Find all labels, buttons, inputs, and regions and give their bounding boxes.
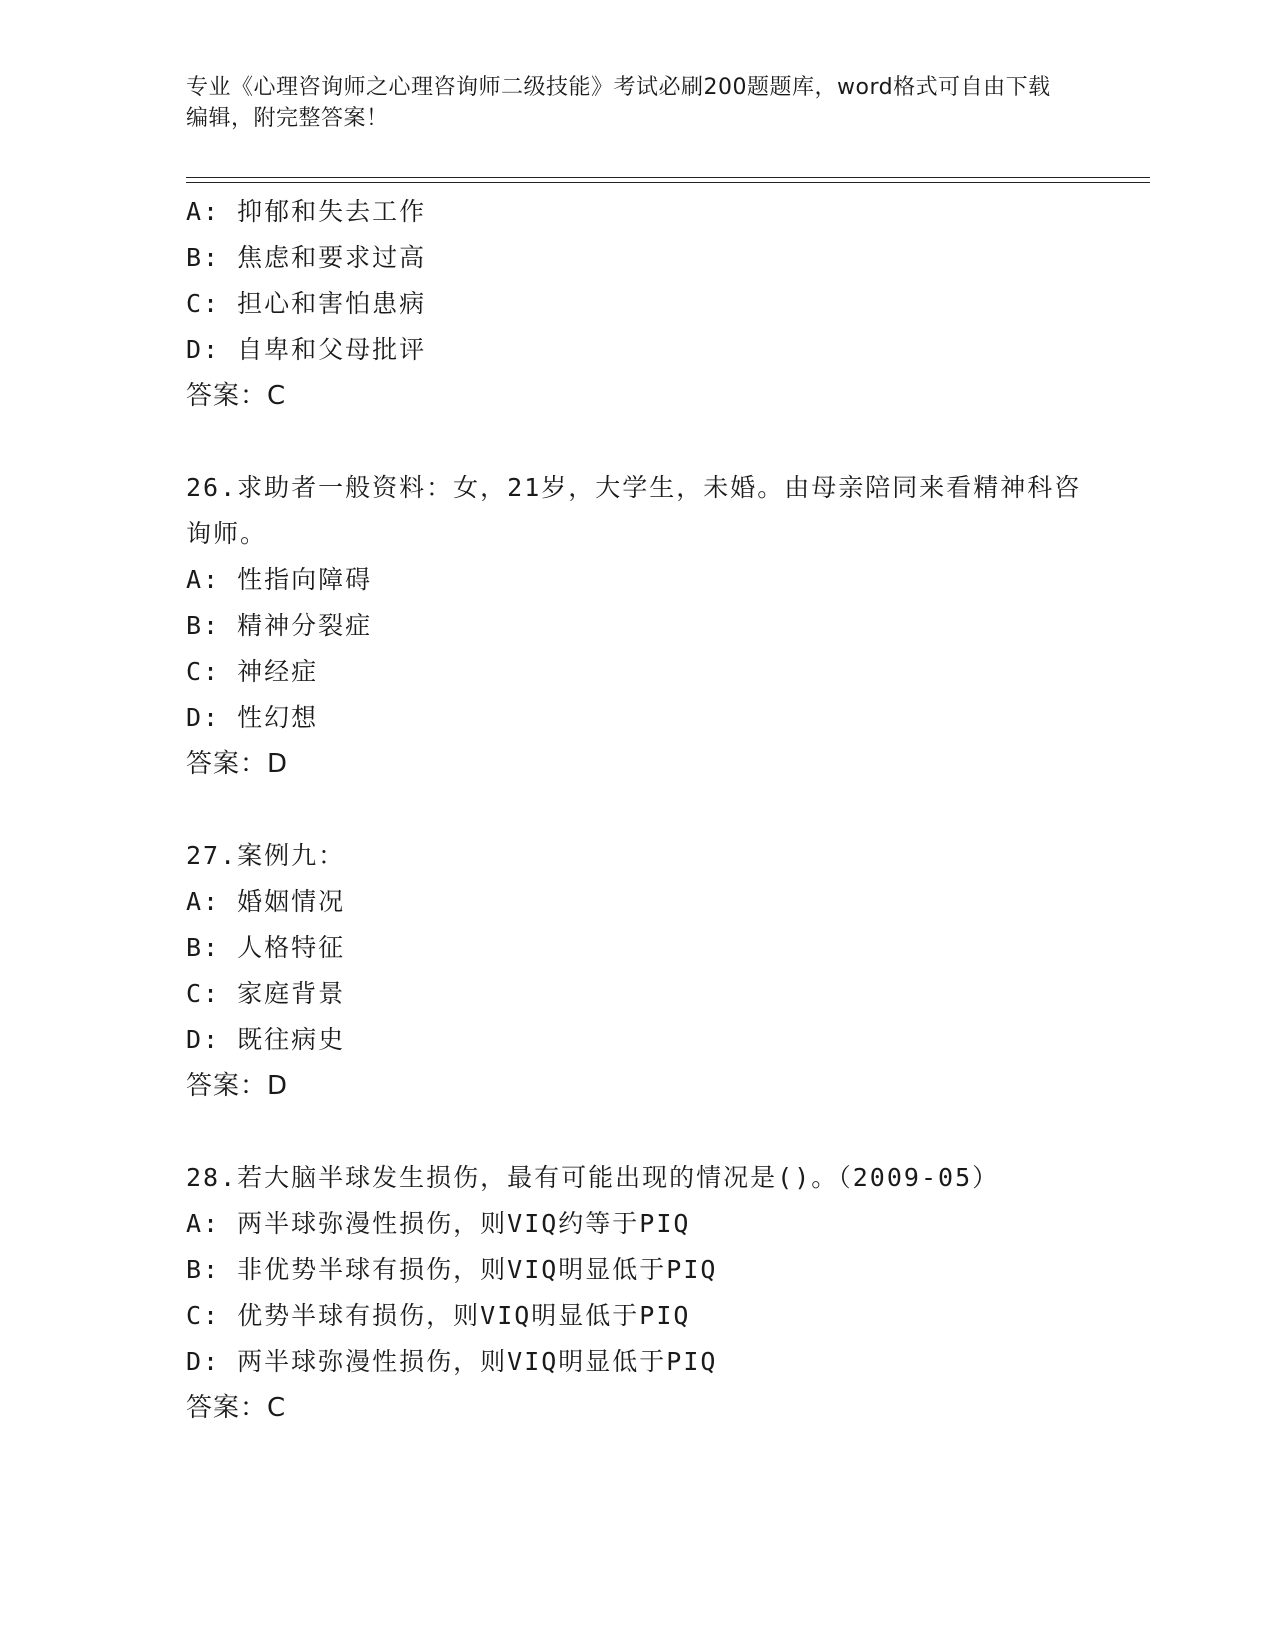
- option-c: C: 担心和害怕患病: [186, 289, 427, 318]
- question-text: 28.若大脑半球发生损伤，最有可能出现的情况是()。（2009-05）: [186, 1163, 1000, 1192]
- spacer: [186, 419, 1150, 465]
- option-d: D: 性幻想: [186, 703, 319, 732]
- option-c: C: 家庭背景: [186, 979, 346, 1008]
- option-a: A: 抑郁和失去工作: [186, 197, 427, 226]
- question-block-26: [186, 465, 1150, 787]
- answer-line: 答案：C: [186, 1393, 287, 1423]
- option-d: D: 两半球弥漫性损伤，则VIQ明显低于PIQ: [186, 1347, 718, 1376]
- spacer: [186, 787, 1150, 833]
- option-c: C: 神经症: [186, 657, 319, 686]
- option-d: D: 自卑和父母批评: [186, 335, 427, 364]
- answer-line: 答案：C: [186, 381, 287, 411]
- spacer: [186, 1109, 1150, 1155]
- question-block-25: [186, 189, 1150, 419]
- answer-line: 答案：D: [186, 749, 289, 779]
- answer-line: 答案：D: [186, 1071, 289, 1101]
- option-a: A: 两半球弥漫性损伤，则VIQ约等于PIQ: [186, 1209, 691, 1238]
- question-text: 26.求助者一般资料：女，21岁，大学生，未婚。由母亲陪同来看精神科咨询师。: [186, 473, 1082, 548]
- document-header: 专业《心理咨询师之心理咨询师二级技能》考试必刷200题题库，word格式可自由下载编辑，附完整答案！: [186, 75, 1051, 131]
- question-block-28: [186, 1155, 1150, 1431]
- option-b: B: 人格特征: [186, 933, 346, 962]
- option-a: A: 性指向障碍: [186, 565, 373, 594]
- option-b: B: 非优势半球有损伤，则VIQ明显低于PIQ: [186, 1255, 718, 1284]
- header-divider-top: [186, 177, 1150, 178]
- question-list: [186, 189, 1150, 1431]
- option-b: B: 焦虑和要求过高: [186, 243, 427, 272]
- option-d: D: 既往病史: [186, 1025, 346, 1054]
- question-block-27: [186, 833, 1150, 1109]
- option-b: B: 精神分裂症: [186, 611, 373, 640]
- option-c: C: 优势半球有损伤，则VIQ明显低于PIQ: [186, 1301, 691, 1330]
- header-divider-bottom: [186, 182, 1150, 183]
- option-a: A: 婚姻情况: [186, 887, 346, 916]
- question-text: 27.案例九：: [186, 841, 346, 870]
